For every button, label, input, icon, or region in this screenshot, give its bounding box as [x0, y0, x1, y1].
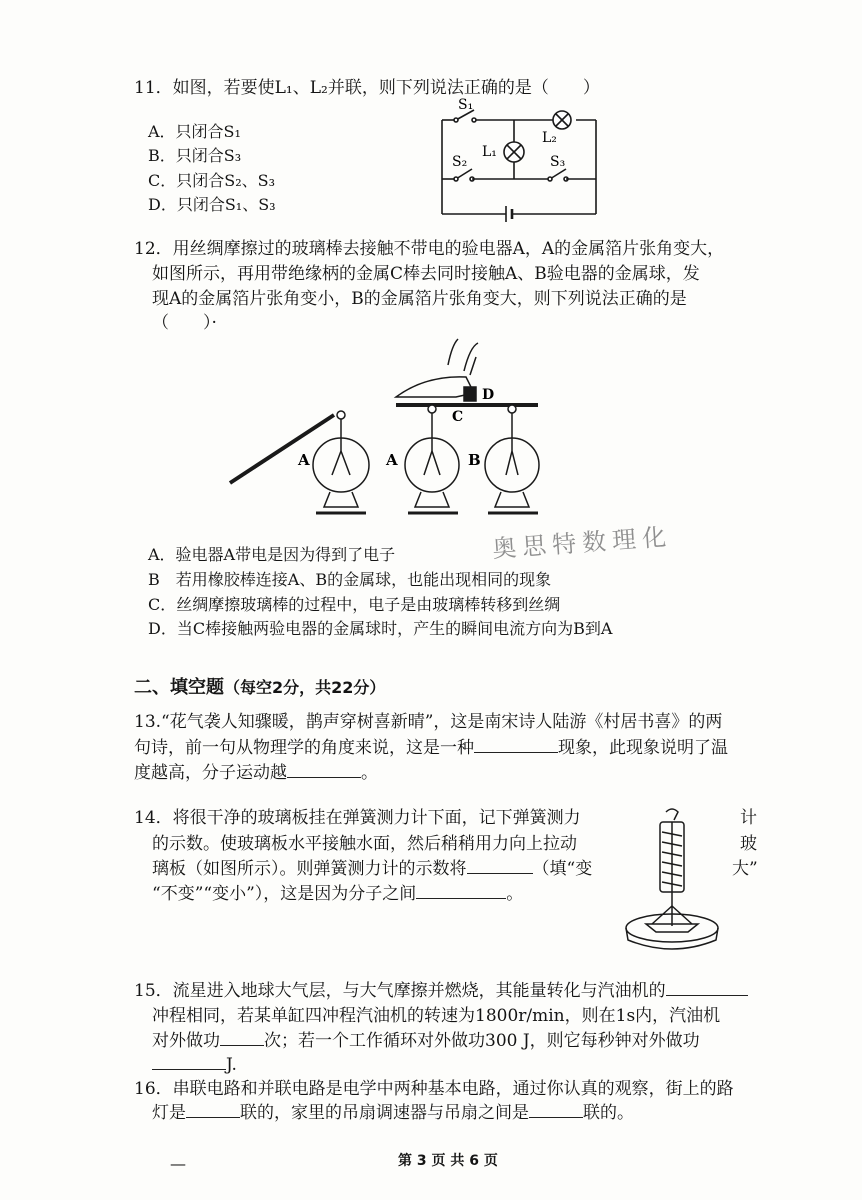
q16-text-2c: 联的。: [583, 1103, 634, 1123]
watermark: 奥思特数理化: [491, 522, 673, 564]
q12-line-2: 如图所示，再用带绝缘柄的金属C棒去同时接触A、B验电器的金属球，发: [152, 264, 700, 284]
q15-line-1: [134, 979, 748, 1003]
q13-blank-2[interactable]: [287, 761, 361, 778]
q15-line-2: 冲程相同，若某单缸四冲程汽油机的转速为1800r/min，则在1s内，汽油机: [152, 1006, 721, 1026]
q15-text-4: J.: [226, 1055, 237, 1075]
q14-line-1: 14．将很干净的玻璃板挂在弹簧测力计下面，记下弹簧测力: [134, 808, 581, 828]
q13-text-2a: 句诗，前一句从物理学的角度来说，这是一种: [134, 738, 474, 758]
q14-spring-scale-figure: [622, 808, 722, 958]
q14-line-3-end: 大”: [732, 859, 758, 879]
label-s3: S₃: [550, 154, 566, 170]
section-2-note: （每空2分，共22分）: [224, 678, 386, 697]
q14-text-4a: “不变”“变小”），这是因为分子之间: [152, 884, 417, 904]
q13-text-3a: 度越高，分子运动越: [134, 763, 287, 783]
label-a-2: A: [386, 451, 398, 469]
q12-line-4: （ ）·: [152, 313, 217, 333]
q11-option-b: B．只闭合S₃: [148, 146, 242, 165]
l1-lamp-icon: [504, 142, 524, 162]
q16-blank-1[interactable]: [186, 1101, 240, 1118]
label-l2: L₂: [542, 130, 557, 146]
q15-line-3: [152, 1029, 700, 1053]
q13-line-2: [134, 736, 728, 760]
q14-text-3b: （填“变: [532, 859, 593, 879]
q14-line-2-end: 玻: [740, 834, 757, 854]
q15-text-3a: 对外做功: [152, 1031, 220, 1051]
q16-line-2: [152, 1101, 634, 1125]
q13-blank-1[interactable]: [474, 736, 558, 753]
q11-option-c: C．只闭合S₂、S₃: [148, 171, 275, 190]
q13-text-2b: 现象，此现象说明了温: [558, 738, 728, 758]
q16-line-1: 16．串联电路和并联电路是电学中两种基本电路，通过你认真的观察，街上的路: [134, 1079, 734, 1099]
page-number: 第 3 页 共 6 页: [398, 1153, 498, 1169]
label-d: D: [482, 387, 495, 403]
q11-circuit-diagram: [430, 96, 610, 226]
q12-line-1: 12．用丝绸摩擦过的玻璃棒去接触不带电的验电器A，A的金属箔片张角变大，: [134, 239, 725, 259]
footer-mark: —: [170, 1154, 186, 1173]
q13-line-3: [134, 761, 378, 785]
section-2-heading: [134, 676, 385, 700]
label-c: C: [452, 409, 464, 425]
q14-line-3: [152, 857, 592, 881]
q12-option-c: C．丝绸摩擦玻璃棒的过程中，电子是由玻璃棒转移到丝绸: [148, 595, 561, 614]
q14-text-4b: 。: [506, 884, 524, 904]
label-s1: S₁: [458, 97, 474, 113]
q14-blank-1[interactable]: [467, 857, 533, 874]
q14-line-2: 的示数。使玻璃板水平接触水面，然后稍稍用力向上拉动: [152, 834, 577, 854]
q11-option-a: A．只闭合S₁: [148, 122, 241, 141]
q15-text-1a: 15．流星进入地球大气层，与大气摩擦并燃烧，其能量转化与汽油机的: [134, 981, 666, 1001]
q14-blank-2[interactable]: [416, 882, 506, 899]
q13-line-1: 13.“花气袭人知骤暖，鹊声穿树喜新晴”，这是南宋诗人陆游《村居书喜》的两: [134, 712, 723, 732]
l2-lamp-icon: [553, 111, 571, 129]
q15-blank-3[interactable]: [152, 1053, 226, 1070]
q16-blank-2[interactable]: [529, 1101, 583, 1118]
label-a-1: A: [298, 451, 310, 469]
q11-option-d: D．只闭合S₁、S₃: [148, 195, 276, 214]
label-b: B: [468, 451, 481, 469]
section-2-title: 二、填空题: [134, 677, 224, 698]
q12-option-a: A．验电器A带电是因为得到了电子: [148, 545, 396, 564]
q16-text-2b: 联的，家里的吊扇调速器与吊扇之间是: [240, 1103, 529, 1123]
q12-option-b: B 若用橡胶棒连接A、B的金属球，也能出现相同的现象: [148, 570, 552, 589]
q12-option-d: D．当C棒接触两验电器的金属球时，产生的瞬间电流方向为B到A: [148, 619, 613, 638]
q15-blank-1[interactable]: [666, 979, 748, 996]
label-l1: L₁: [482, 144, 497, 160]
q15-text-3b: 次；若一个工作循环对外做功300 J，则它每秒钟对外做功: [264, 1031, 700, 1051]
q14-line-4: [152, 882, 523, 906]
q16-text-2a: 灯是: [152, 1103, 186, 1123]
q12-line-3: 现A的金属箔片张角变小，B的金属箔片张角变大，则下列说法正确的是: [152, 289, 687, 309]
q11-stem: 11．如图，若要使L₁、L₂并联，则下列说法正确的是（ ）: [134, 78, 600, 98]
q14-line-1-end: 计: [740, 808, 757, 828]
q15-line-4: [152, 1053, 237, 1077]
q12-electroscope-figure: [226, 335, 556, 515]
label-s2: S₂: [452, 154, 468, 170]
q14-text-3a: 璃板（如图所示）。则弹簧测力计的示数将: [152, 859, 467, 879]
q13-text-3b: 。: [361, 763, 378, 783]
q15-blank-2[interactable]: [220, 1029, 264, 1046]
